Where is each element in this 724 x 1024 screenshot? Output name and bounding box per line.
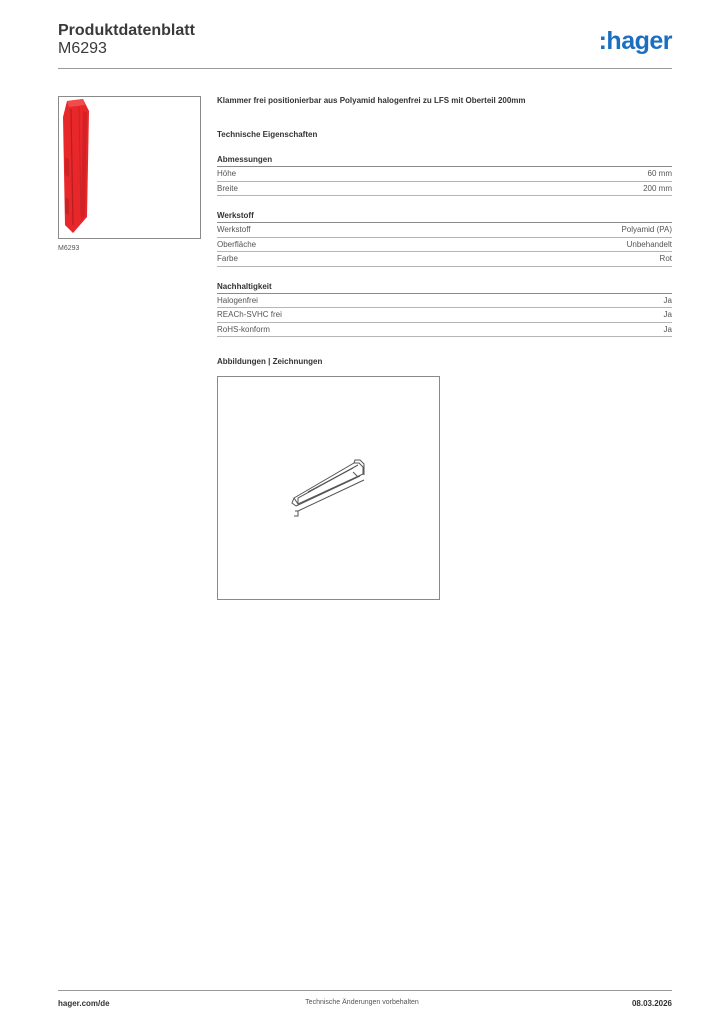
property-label: Halogenfrei: [217, 295, 258, 305]
product-details: [217, 96, 672, 366]
tech-properties-heading: Technische Eigenschaften: [217, 130, 318, 139]
section-title: Werkstoff: [217, 211, 672, 223]
header-divider: [58, 68, 672, 69]
product-photo: [58, 96, 201, 239]
image-caption: M6293: [58, 245, 80, 252]
page-title: Produktdatenblatt: [58, 22, 195, 39]
property-row: [217, 252, 672, 267]
footer-notice: Technische Änderungen vorbehalten: [305, 999, 419, 1006]
property-row: [217, 323, 672, 338]
property-label: REACh-SVHC frei: [217, 310, 282, 319]
property-row: [217, 167, 672, 182]
property-row: [217, 294, 672, 309]
section-sustainability: [217, 282, 672, 338]
hager-logo: :hager: [598, 27, 672, 55]
property-row: [217, 238, 672, 253]
section-dimensions: [217, 155, 672, 196]
product-code: M6293: [58, 40, 107, 57]
clamp-drawing: [218, 377, 439, 599]
footer-date: 08.03.2026: [631, 999, 672, 1008]
section-material: [217, 211, 672, 267]
section-title: Nachhaltigkeit: [217, 282, 672, 294]
property-label: Höhe: [217, 169, 237, 178]
property-value: 60 mm: [647, 169, 672, 178]
product-description: Klammer frei positionierbar aus Polyamid halogenfrei zu LFS mit Oberteil 200mm: [217, 96, 526, 105]
property-value: Polyamid (PA): [621, 225, 672, 234]
property-row: [217, 308, 672, 323]
property-value: 200 mm: [643, 183, 672, 193]
property-label: Werkstoff: [217, 225, 251, 234]
section-title: Abmessungen: [217, 155, 672, 167]
property-value: Rot: [659, 254, 672, 263]
property-label: Farbe: [217, 254, 238, 263]
property-label: Breite: [217, 183, 238, 193]
footer-website[interactable]: hager.com/de: [58, 999, 110, 1008]
property-row: [217, 182, 672, 197]
property-value: Ja: [663, 295, 672, 305]
red-clamp-image: [59, 97, 200, 238]
property-value: Ja: [663, 310, 672, 319]
property-value: Unbehandelt: [626, 239, 672, 249]
property-value: Ja: [663, 324, 672, 334]
footer-divider: [58, 990, 672, 991]
property-label: RoHS-konform: [217, 324, 270, 334]
property-label: Oberfläche: [217, 239, 257, 249]
drawing-figure: [217, 376, 440, 600]
property-row: [217, 223, 672, 238]
figures-heading: Abbildungen | Zeichnungen: [217, 357, 323, 366]
